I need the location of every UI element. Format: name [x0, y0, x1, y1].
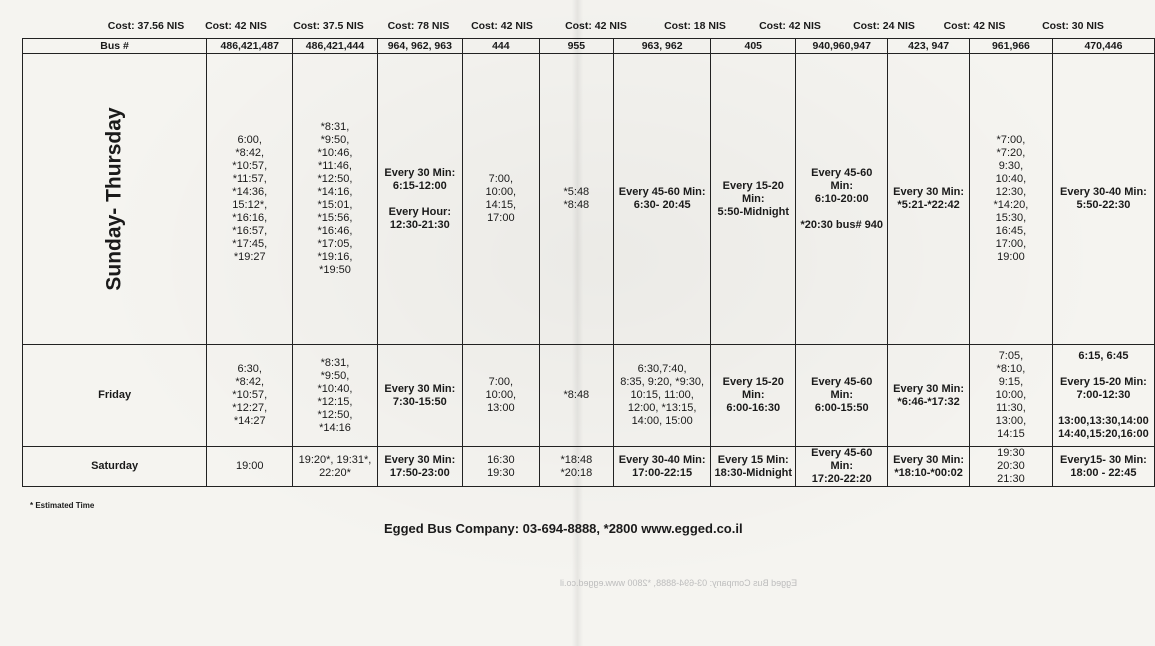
schedule-cell: 6:15, 6:45 Every 15-20 Min: 7:00-12:30 13:00,13:30,14:00 14:40,15:20,16:00: [1052, 345, 1154, 447]
cost-label: Cost: 37.56 NIS: [107, 20, 185, 32]
cost-label: Cost: 42 NIS: [205, 20, 267, 32]
day-label-text: Sunday- Thursday: [102, 107, 126, 291]
bus-cell: 963, 962: [614, 39, 711, 54]
schedule-cell: Every 30-40 Min: 5:50-22:30: [1052, 54, 1154, 345]
schedule-cell: 16:30 19:30: [462, 447, 539, 487]
schedule-cell: Every 45-60 Min: 17:20-22:20: [796, 447, 888, 487]
schedule-cell: 6:30,7:40, 8:35, 9:20, *9:30, 10:15, 11:00, 12:00, *13:15, 14:00, 15:00: [614, 345, 711, 447]
schedule-cell: Every 45-60 Min: 6:10-20:00 *20:30 bus# 940: [796, 54, 888, 345]
cost-label: Cost: 37.5 NIS: [293, 20, 364, 32]
bus-number-row: [23, 39, 1155, 54]
sunday-thursday-row: [23, 54, 1155, 345]
bus-cell: 964, 962, 963: [377, 39, 462, 54]
schedule-cell: 7:05, *8:10, 9:15, 10:00, 11:30, 13:00, 14:15: [969, 345, 1052, 447]
schedule-cell: Every 15 Min: 18:30-Midnight: [711, 447, 796, 487]
cost-label: Cost: 42 NIS: [759, 20, 821, 32]
bus-cell: 470,446: [1052, 39, 1154, 54]
bus-cell: 405: [711, 39, 796, 54]
bus-cell: 486,421,487: [207, 39, 293, 54]
bus-label: Bus #: [23, 39, 207, 54]
schedule-cell: *8:31, *9:50, *10:46, *11:46, *12:50, *14:16, *15:01, *15:56, *16:46, *17:05, *19:16, *19:50: [293, 54, 377, 345]
day-label-saturday: Saturday: [23, 447, 207, 487]
friday-row: [23, 345, 1155, 447]
schedule-cell: 7:00, 10:00, 14:15, 17:00: [462, 54, 539, 345]
bus-cell: 486,421,444: [293, 39, 377, 54]
saturday-row: [23, 447, 1155, 487]
schedule-cell: Every15- 30 Min: 18:00 - 22:45: [1052, 447, 1154, 487]
schedule-cell: 6:00, *8:42, *10:57, *11:57, *14:36, 15:12*, *16:16, *16:57, *17:45, *19:27: [207, 54, 293, 345]
schedule-cell: *8:48: [539, 345, 613, 447]
schedule-cell: *5:48 *8:48: [539, 54, 613, 345]
schedule-cell: *7:00, *7:20, 9:30, 10:40, 12:30, *14:20, 15:30, 16:45, 17:00, 19:00: [969, 54, 1052, 345]
schedule-cell: *8:31, *9:50, *10:40, *12:15, *12:50, *14:16: [293, 345, 377, 447]
cost-label: Cost: 78 NIS: [387, 20, 450, 32]
cost-label: Cost: 18 NIS: [664, 20, 726, 32]
schedule-cell: Every 45-60 Min: 6:30- 20:45: [614, 54, 711, 345]
bus-cell: 940,960,947: [796, 39, 888, 54]
schedule-cell: Every 30 Min: *6:46-*17:32: [888, 345, 970, 447]
cost-label: Cost: 42 NIS: [943, 20, 1006, 32]
schedule-cell: Every 30 Min: 17:50-23:00: [377, 447, 462, 487]
schedule-cell: Every 30 Min: *18:10-*00:02: [888, 447, 970, 487]
schedule-cell: 19:30 20:30 21:30: [969, 447, 1052, 487]
day-label-friday: Friday: [23, 345, 207, 447]
schedule-cell: *18:48 *20:18: [539, 447, 613, 487]
estimated-time-note: * Estimated Time: [30, 501, 95, 510]
company-footer: Egged Bus Company: 03-694-8888, *2800 www.egged.co.il: [384, 521, 743, 536]
schedule-cell: 7:00, 10:00, 13:00: [462, 345, 539, 447]
cost-label: Cost: 42 NIS: [565, 20, 627, 32]
day-label-sunday-thursday: [23, 54, 207, 345]
cost-label: Cost: 30 NIS: [1042, 20, 1104, 32]
cost-label: Cost: 24 NIS: [853, 20, 915, 32]
schedule-cell: Every 30 Min: 7:30-15:50: [377, 345, 462, 447]
bus-cell: 423, 947: [888, 39, 970, 54]
bleed-through-text: Egged Bus Company: 03-694-8888, *2800 www.egged.co.il: [560, 578, 798, 588]
bus-cell: 444: [462, 39, 539, 54]
schedule-cell: 19:00: [207, 447, 293, 487]
schedule-cell: Every 15-20 Min: 5:50-Midnight: [711, 54, 796, 345]
schedule-cell: Every 15-20 Min: 6:00-16:30: [711, 345, 796, 447]
bus-cell: 955: [539, 39, 613, 54]
schedule-cell: 6:30, *8:42, *10:57, *12:27, *14:27: [207, 345, 293, 447]
schedule-cell: 19:20*, 19:31*, 22:20*: [293, 447, 377, 487]
schedule-cell: Every 45-60 Min: 6:00-15:50: [796, 345, 888, 447]
bus-cell: 961,966: [969, 39, 1052, 54]
schedule-cell: Every 30 Min: 6:15-12:00 Every Hour: 12:30-21:30: [377, 54, 462, 345]
cost-label: Cost: 42 NIS: [471, 20, 533, 32]
schedule-table: [22, 38, 1155, 487]
schedule-cell: Every 30-40 Min: 17:00-22:15: [614, 447, 711, 487]
schedule-cell: Every 30 Min: *5:21-*22:42: [888, 54, 970, 345]
